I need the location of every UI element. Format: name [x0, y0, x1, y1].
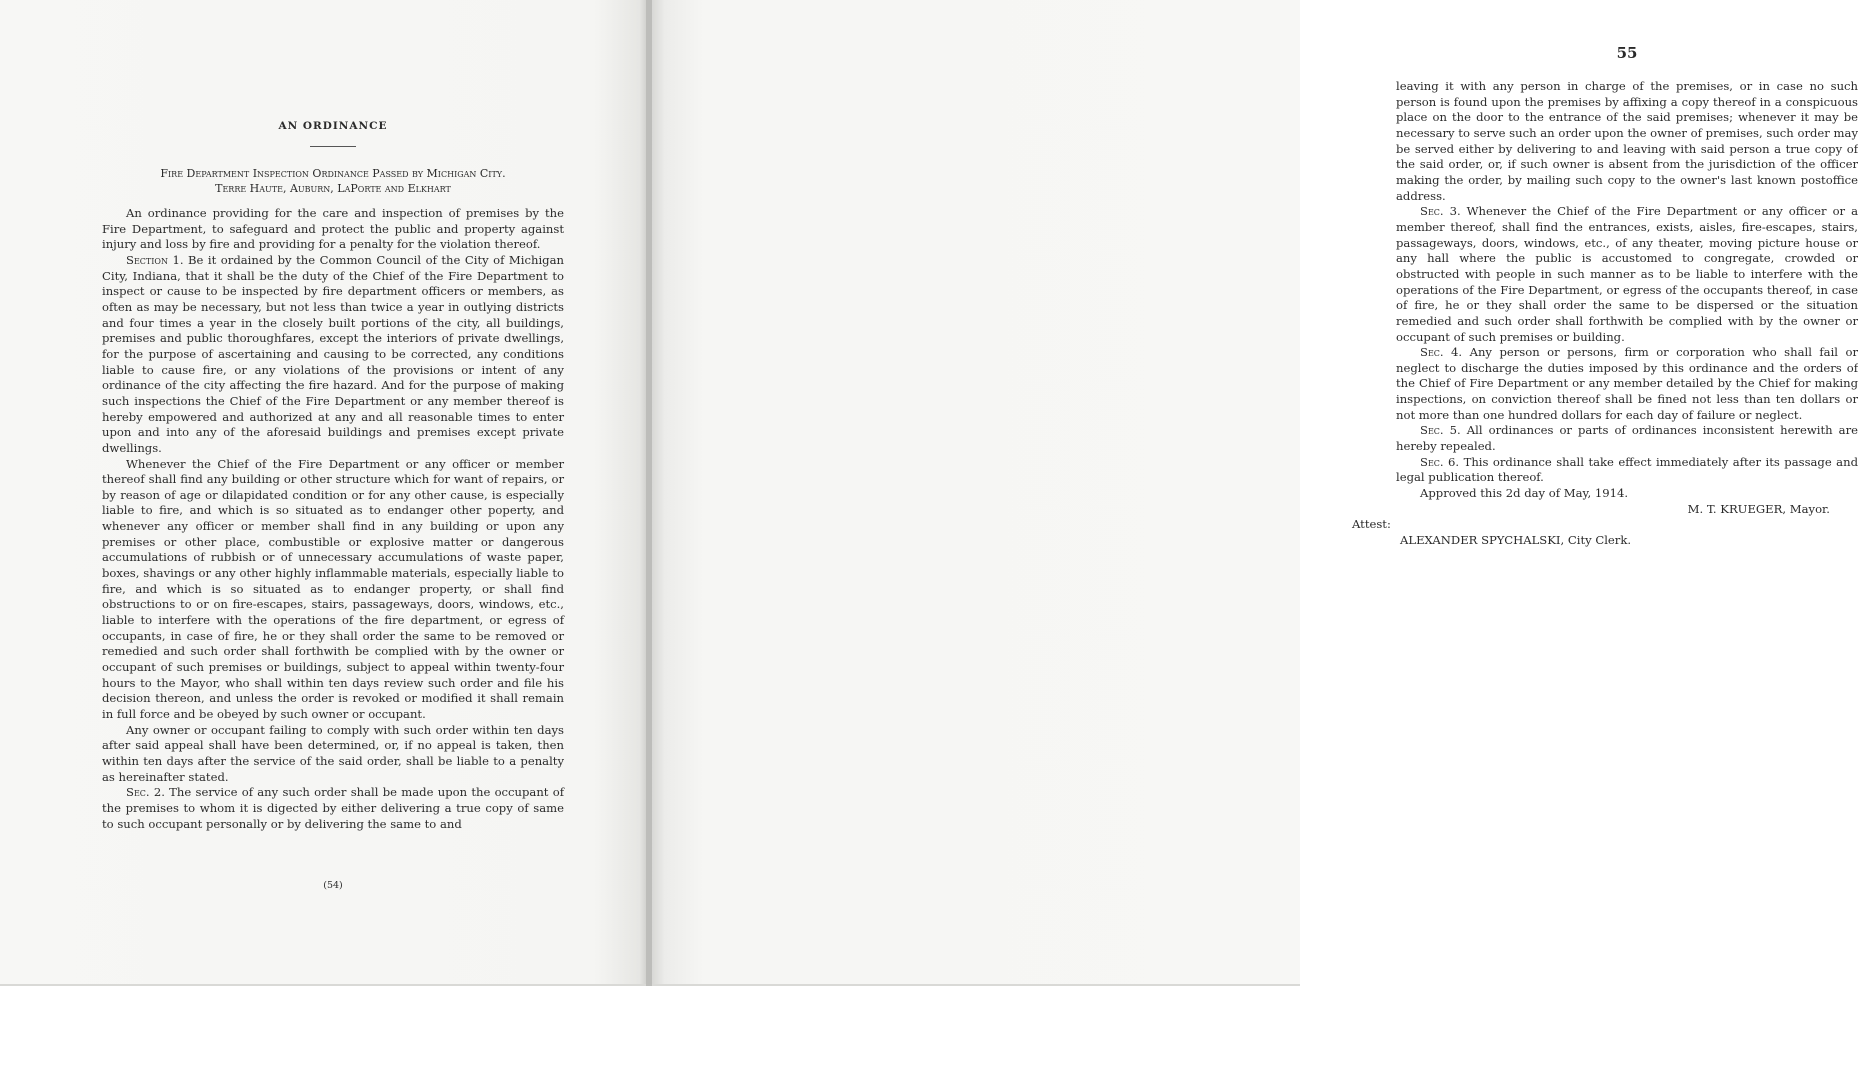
attest-label: Attest:	[1352, 517, 1391, 532]
paragraph: Any owner or occupant failing to comply with such order within ten days after said appeal shall have been determined, or, if no appeal is taken, then within ten days after the service of the said order, shall be liable to a penalty as hereinafter stated.	[102, 722, 564, 784]
section-label: Sec. 2.	[126, 785, 165, 800]
left-body-text	[102, 206, 564, 832]
section-label: Section 1.	[126, 252, 184, 267]
paragraph: Sec. 3. Whenever the Chief of the Fire Department or any officer or a member thereof, shall find the entrances, exists, aisles, fire-escapes, stairs, passageways, doors, windows, etc., of any theater, moving picture house or any hall where the public is accustomed to congregate, crowded or obstructed with people in such manner as to be liable to interfere with the operations of the Fire Department, or egress of the occupants thereof, in case of fire, he or they shall order the same to be dispersed or the situation remedied and such order shall forthwith be complied with by the owner or occupant of such premises or building.	[1396, 204, 1858, 344]
section-label: Sec. 4.	[1420, 345, 1463, 360]
section-label: Sec. 5.	[1420, 423, 1461, 438]
clerk-signature: ALEXANDER SPYCHALSKI, City Clerk.	[1400, 533, 1632, 548]
ordinance-heading: AN ORDINANCE	[278, 120, 388, 132]
paragraph: Sec. 6. This ordinance shall take effect immediately after its passage and legal publication thereof.	[1396, 454, 1858, 485]
left-page	[0, 0, 646, 984]
page-number: 55	[1616, 44, 1638, 62]
approval-line: Approved this 2d day of May, 1914.	[1420, 486, 1629, 501]
paragraph: Sec. 5. All ordinances or parts of ordinances inconsistent herewith are hereby repealed.	[1396, 423, 1858, 454]
paragraph: Sec. 4. Any person or persons, firm or corporation who shall fail or neglect to discharge the duties imposed by this ordinance and the orders of the Chief of Fire Department or any member detailed by the Chief for making inspections, on conviction thereof shall be fined not less than ten dollars or not more than one hundred dollars for each day of failure or neglect.	[1396, 345, 1858, 422]
right-page	[652, 0, 1858, 984]
subheading-line-1: Fire Department Inspection Ordinance Passed by Michigan City.	[160, 167, 506, 180]
right-body-text	[1352, 79, 1858, 549]
subheading-line-2: Terre Haute, Auburn, LaPorte and Elkhart	[215, 182, 451, 195]
heading-rule	[310, 146, 356, 147]
bottom-band	[0, 986, 1300, 1074]
mayor-signature: M. T. KRUEGER, Mayor.	[1687, 501, 1830, 516]
ordinance-subheading	[102, 166, 564, 196]
paragraph: Sec. 2. The service of any such order shall be made upon the occupant of the premises to whom it is digected by either delivering a true copy of same to such occupant personally or by delivering the same to and	[102, 785, 564, 831]
paragraph: Section 1. Be it ordained by the Common Council of the City of Michigan City, Indiana, that it shall be the duty of the Chief of the Fire Department to inspect or cause to be inspected by fire department officers or members, as often as may be necessary, but not less than twice a year in outlying districts and four times a year in the closely built portions of the city, all buildings, premises and public thoroughfares, except the interiors of private dwellings, for the purpose of ascertaining and causing to be corrected, any conditions liable to cause fire, or any violations of the provisions or intent of any ordinance of the city affecting the fire hazard. And for the purpose of making such inspections the Chief of the Fire Department or any member thereof is hereby empowered and authorized at any and all reasonable times to enter upon and into any of the aforesaid buildings and premises except private dwellings.	[102, 252, 564, 455]
section-label: Sec. 6.	[1420, 454, 1460, 469]
page-number: (54)	[323, 880, 343, 891]
paragraph: leaving it with any person in charge of the premises, or in case no such person is found upon the premises by affixing a copy thereof in a conspicuous place on the door to the entrance of the said premises; whenever it may be necessary to serve such an order upon the owner of premises, such order may be served either by delivering to and leaving with said person a true copy of the said order, or, if such owner is absent from the jurisdiction of the officer making the order, by mailing such copy to the owner's last known postoffice address.	[1396, 79, 1858, 203]
paragraph: An ordinance providing for the care and inspection of premises by the Fire Department, to safeguard and protect the public and property against injury and loss by fire and providing for a penalty for the violation thereof.	[102, 206, 564, 252]
section-label: Sec. 3.	[1420, 204, 1461, 219]
paragraph: Whenever the Chief of the Fire Department or any officer or member thereof shall find any building or other structure which for want of repairs, or by reason of age or dilapidated condition or for any other cause, is especially liable to fire, and which is so situated as to endanger other poperty, and whenever any officer or member shall find in any building or upon any premises or other place, combustible or explosive matter or dangerous accumulations of rubbish or of unnecessary accumulations of waste paper, boxes, shavings or any other highly inflammable materials, especially liable to fire, and which is so situated as to endanger property, or shall find obstructions to or on fire-escapes, stairs, passageways, doors, windows, etc., liable to interfere with the operations of the fire department, or egress of occupants, in case of fire, he or they shall order the same to be removed or remedied and such order shall forthwith be complied with by the owner or occupant of such premises or buildings, subject to appeal within twenty-four hours to the Mayor, who shall within ten days review such order and file his decision thereon, and unless the order is revoked or modified it shall remain in full force and be obeyed by such owner or occupant.	[102, 456, 564, 721]
